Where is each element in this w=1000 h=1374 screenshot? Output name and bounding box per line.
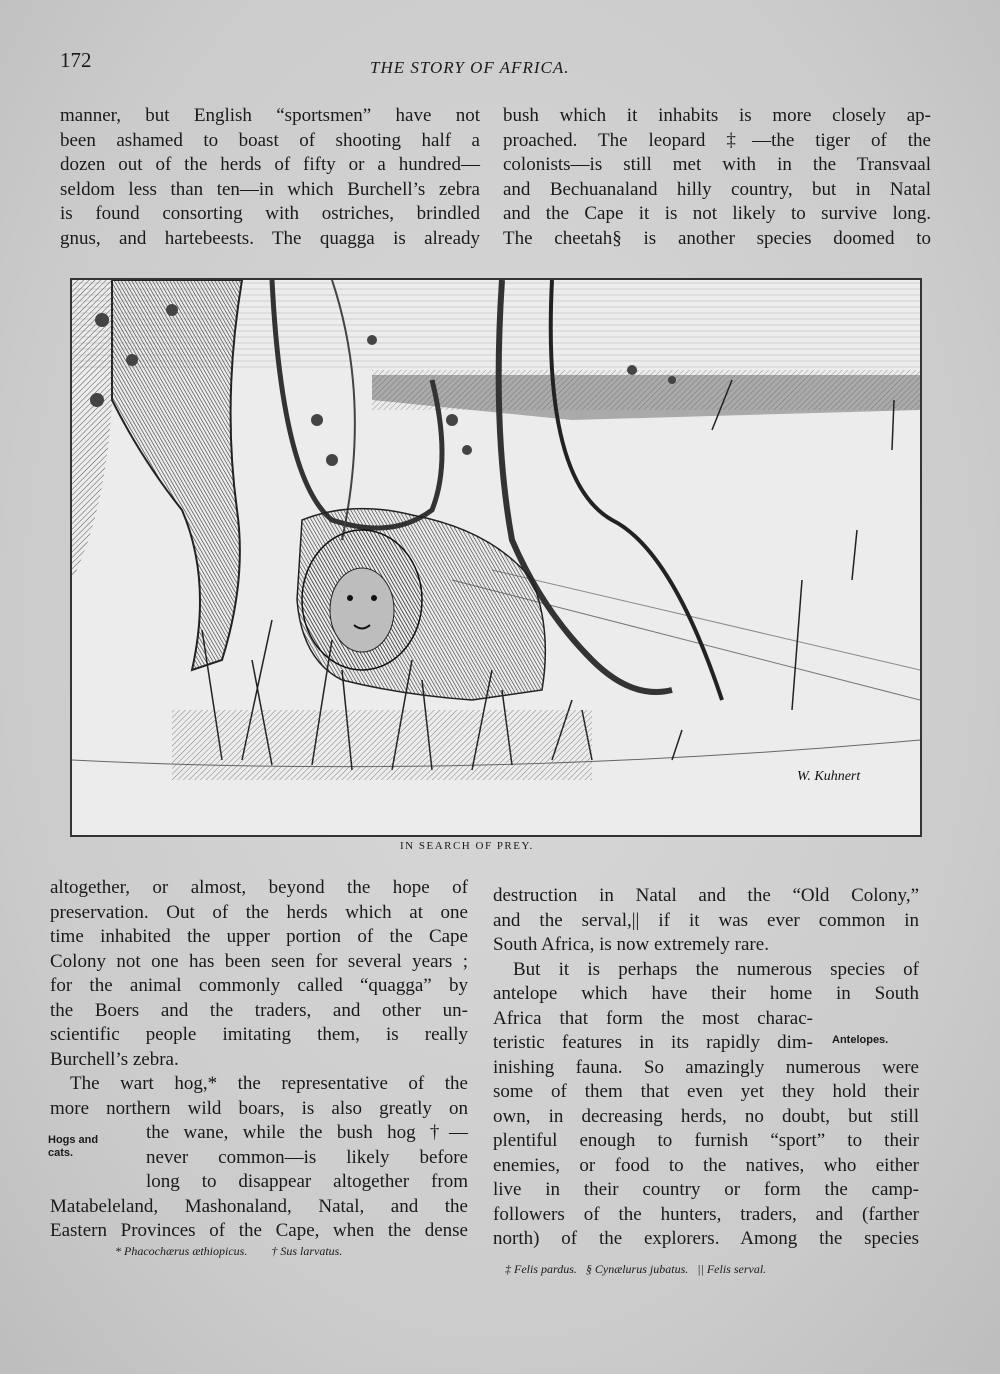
text-line: The cheetah§ is another species doomed to <box>503 227 931 249</box>
text-line: plentiful enough to furnish “sport” to their <box>493 1130 919 1151</box>
text-line: Colony not one has been seen for several years ; <box>50 950 468 972</box>
text-line: the wane, while the bush hog †— <box>146 1122 468 1143</box>
text-line: live in their country or form the camp- <box>493 1179 919 1200</box>
footnote-left: * Phacochærus æthiopicus. † Sus larvatus. <box>115 1244 343 1258</box>
text-line: time inhabited the upper portion of the Cape <box>50 926 468 947</box>
text-line: some of them that even yet they hold their <box>493 1081 919 1102</box>
text-line: is found consorting with ostriches, brindled <box>60 203 480 224</box>
text-line: and the serval,|| if it was ever common in <box>493 909 919 931</box>
text-line: proached. The leopard ‡—the tiger of the <box>503 129 931 151</box>
text-line: Matabeleland, Mashonaland, Natal, and the <box>50 1195 468 1217</box>
text-line: for the animal commonly called “quagga” by <box>50 975 468 996</box>
text-line: Africa that form the most charac- <box>493 1007 813 1029</box>
text-line: dozen out of the herds of fifty or a hundred— <box>60 154 480 175</box>
column-left-bottom <box>50 876 468 1244</box>
text-line: the Boers and the traders, and other un- <box>50 999 468 1021</box>
text-line: inishing fauna. So amazingly numerous were <box>493 1056 919 1078</box>
text-line: bush which it inhabits is more closely ap- <box>503 105 931 126</box>
page-number: 172 <box>60 48 92 72</box>
text-line: South Africa, is now extremely rare. <box>493 934 769 955</box>
text-line: been ashamed to boast of shooting half a <box>60 129 480 151</box>
text-line: altogether, or almost, beyond the hope of <box>50 877 468 898</box>
text-line: teristic features in its rapidly dim- <box>493 1032 813 1053</box>
text-line: and the Cape it is not likely to survive long. <box>503 203 931 224</box>
text-line: seldom less than ten—in which Burchell’s zebra <box>60 178 480 200</box>
text-line: followers of the hunters, traders, and (farther <box>493 1203 919 1225</box>
text-line: destruction in Natal and the “Old Colony,” <box>493 885 919 906</box>
column-right-top <box>503 104 931 251</box>
engraving-svg <box>72 280 920 835</box>
text-line: north) of the explorers. Among the species <box>493 1228 919 1249</box>
running-head: THE STORY OF AFRICA. <box>370 58 570 77</box>
marginal-note-hogs: Hogs and cats. <box>48 1134 99 1159</box>
text-line: more northern wild boars, is also greatly on <box>50 1097 468 1119</box>
figure-caption: IN SEARCH OF PREY. <box>400 840 534 852</box>
column-left-top <box>60 104 480 251</box>
text-line: preservation. Out of the herds which at one <box>50 901 468 923</box>
text-line: and Bechuanaland hilly country, but in Natal <box>503 178 931 200</box>
text-line: Eastern Provinces of the Cape, when the dense <box>50 1220 468 1241</box>
marginal-note-antelopes: Antelopes. <box>832 1034 889 1046</box>
text-line: manner, but English “sportsmen” have not <box>60 105 480 126</box>
text-line: enemies, or food to the natives, who either <box>493 1154 919 1176</box>
text-line: antelope which have their home in South <box>493 983 919 1004</box>
text-line: Burchell’s zebra. <box>50 1048 179 1070</box>
lion-illustration <box>70 278 922 837</box>
text-line: scientific people imitating them, is really <box>50 1024 468 1045</box>
text-line: never common—is likely before <box>146 1146 468 1168</box>
text-line: gnus, and hartebeests. The quagga is already <box>60 227 480 249</box>
text-line: long to disappear altogether from <box>146 1171 468 1192</box>
text-line: The wart hog,* the representative of the <box>70 1073 468 1094</box>
artist-signature: W. Kuhnert <box>797 769 861 784</box>
column-right-bottom <box>493 884 919 1252</box>
text-line: own, in decreasing herds, no doubt, but still <box>493 1105 919 1127</box>
text-line: But it is perhaps the numerous species of <box>513 958 919 980</box>
footnote-right: ‡ Felis pardus. § Cynælurus jubatus. || Felis serval. <box>505 1262 767 1276</box>
text-line: colonists—is still met with in the Transvaal <box>503 154 931 175</box>
